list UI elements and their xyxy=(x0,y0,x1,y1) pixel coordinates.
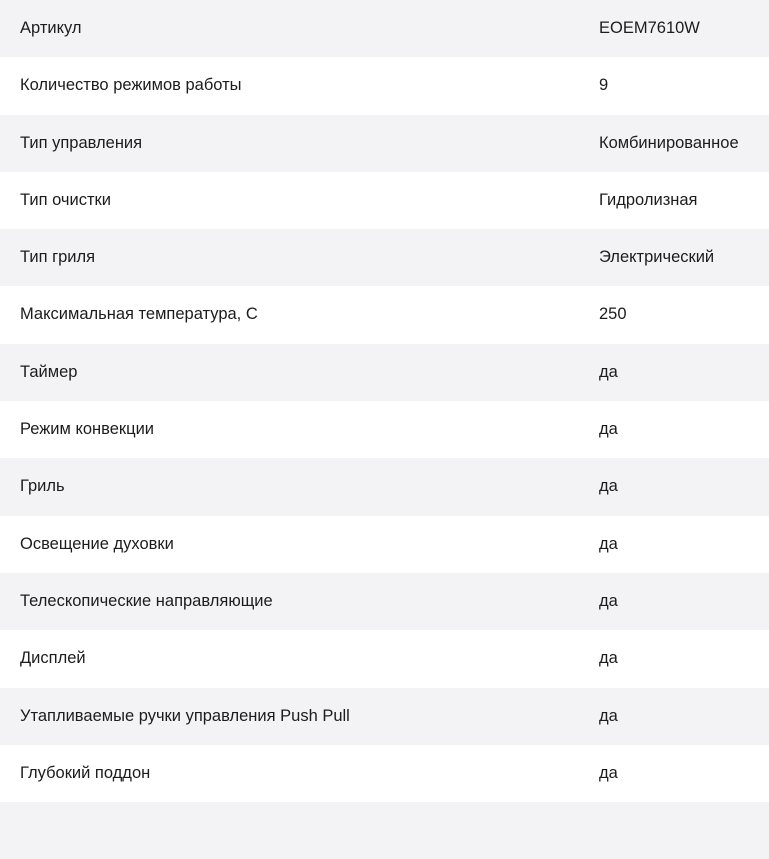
spec-value: да xyxy=(599,362,618,381)
spec-row-next xyxy=(0,802,769,859)
spec-value: 250 xyxy=(599,305,627,324)
spec-label: Освещение духовки xyxy=(20,534,174,553)
spec-label: Количество режимов работы xyxy=(20,76,242,95)
spec-row-convection xyxy=(0,401,769,458)
spec-row-push-pull-knobs xyxy=(0,688,769,745)
spec-row-control-type xyxy=(0,115,769,172)
spec-value: 9 xyxy=(599,76,609,95)
spec-row-modes-count xyxy=(0,57,769,114)
spec-label: Тип очистки xyxy=(20,190,111,209)
spec-value: да xyxy=(599,477,618,496)
spec-label: Тип управления xyxy=(20,133,143,152)
spec-row-grill xyxy=(0,458,769,515)
spec-label: Таймер xyxy=(20,362,78,381)
spec-label: Глубокий поддон xyxy=(20,763,151,782)
spec-label: Тип гриля xyxy=(20,248,96,267)
spec-value: да xyxy=(599,591,618,610)
spec-label: Максимальная температура, С xyxy=(20,305,258,324)
spec-label: Утапливаемые ручки управления Push Pull xyxy=(20,706,350,725)
spec-value: Гидролизная xyxy=(599,190,698,209)
spec-value: да xyxy=(599,534,618,553)
spec-row-deep-tray xyxy=(0,745,769,802)
spec-row-telescopic-rails xyxy=(0,573,769,630)
spec-label: Режим конвекции xyxy=(20,420,155,439)
spec-value: да xyxy=(599,649,618,668)
spec-row-max-temperature xyxy=(0,286,769,343)
spec-value: да xyxy=(599,420,618,439)
spec-value: Электрический xyxy=(599,248,715,267)
spec-value: да xyxy=(599,706,618,725)
spec-row-cleaning-type xyxy=(0,172,769,229)
spec-label: Дисплей xyxy=(20,649,86,668)
spec-row-grill-type xyxy=(0,229,769,286)
spec-row-timer xyxy=(0,344,769,401)
spec-label: Гриль xyxy=(20,477,65,496)
spec-value: EOEM7610W xyxy=(599,19,700,37)
spec-row-oven-light xyxy=(0,516,769,573)
spec-label: Артикул xyxy=(20,19,82,37)
spec-value: да xyxy=(599,763,618,782)
spec-value: Комбинированное xyxy=(599,133,739,152)
spec-label: Телескопические направляющие xyxy=(20,591,273,610)
spec-row-display xyxy=(0,630,769,687)
spec-row-article xyxy=(0,0,769,57)
